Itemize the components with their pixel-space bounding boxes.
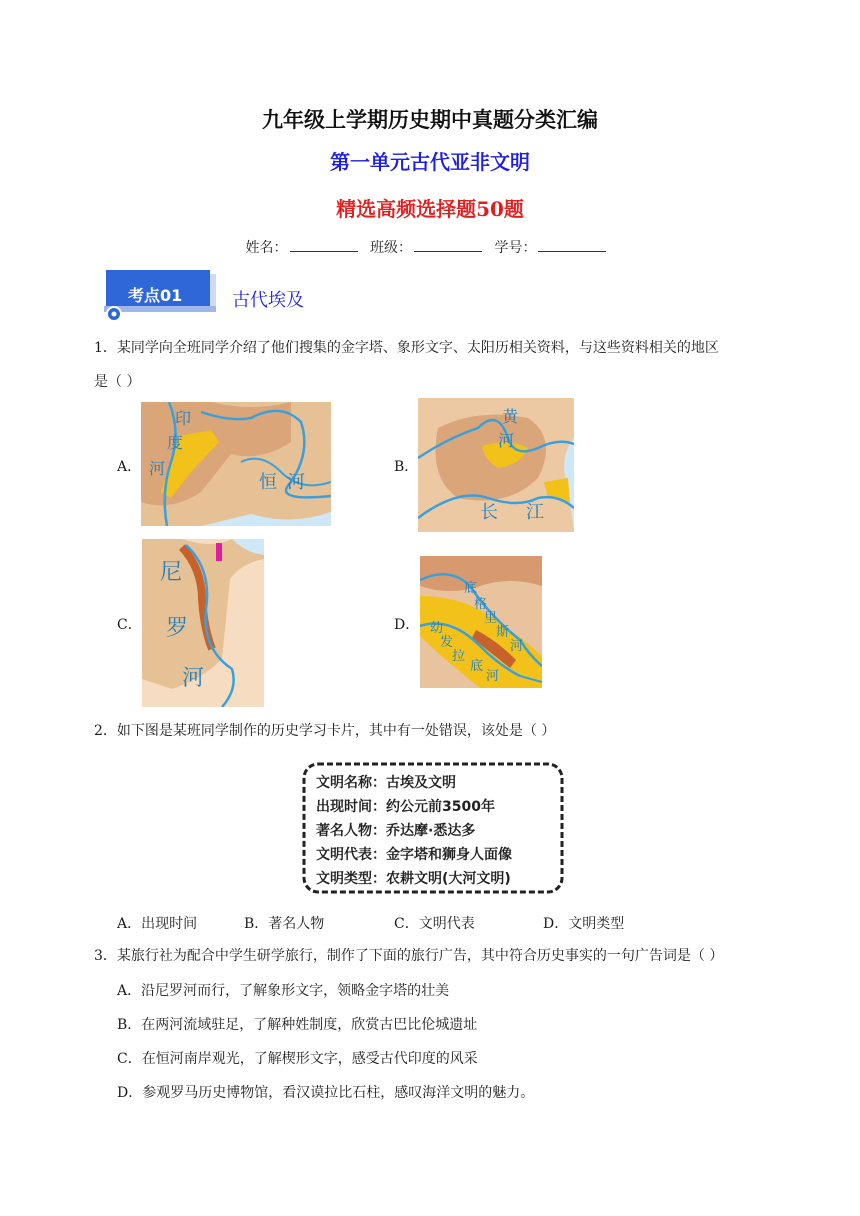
yellow-yangtze-map[interactable] — [418, 398, 574, 532]
q1-option-b-letter[interactable]: B． — [394, 459, 419, 475]
map-label: 度 — [167, 433, 184, 452]
q1-stem-line2: 是（ ） — [94, 374, 141, 390]
map-label: 幼 — [430, 621, 444, 636]
map-label: 河 — [149, 459, 166, 478]
mesopotamia-map[interactable] — [420, 556, 542, 688]
id-label: 学号： — [494, 240, 537, 256]
card-line: 出现时间：约公元前3500年 — [316, 799, 495, 815]
q3-option-b[interactable]: B．在两河流域驻足，了解种姓制度，欣赏古巴比伦城遗址 — [117, 1017, 478, 1033]
document-title: 九年级上学期历史期中真题分类汇编 — [262, 107, 598, 132]
q2-option-a[interactable]: A．出现时间 — [117, 916, 198, 932]
card-line: 文明名称：古埃及文明 — [316, 775, 456, 791]
q1-stem-line1: 1．某同学向全班同学介绍了他们搜集的金字塔、象形文字、太阳历相关资料，与这些资料相关的地区 — [94, 340, 719, 356]
class-blank[interactable] — [414, 239, 482, 252]
map-label: 恒 — [259, 472, 277, 493]
id-blank[interactable] — [538, 239, 606, 252]
q2-stem: 2．如下图是某班同学制作的历史学习卡片，其中有一处错误，该处是（ ） — [94, 723, 556, 739]
name-blank[interactable] — [290, 239, 358, 252]
q3-option-a[interactable]: A．沿尼罗河而行，了解象形文字，领略金字塔的壮美 — [117, 983, 450, 999]
q1-option-d-letter[interactable]: D． — [394, 617, 420, 633]
map-label: 发 — [440, 635, 454, 650]
map-label: 印 — [175, 409, 192, 428]
section-title: 古代埃及 — [232, 290, 304, 311]
map-label: 拉 — [452, 649, 466, 664]
q1-option-a-letter[interactable]: A． — [117, 459, 142, 475]
q3-stem: 3．某旅行社为配合中学生研学旅行，制作了下面的旅行广告，其中符合历史事实的一句广告词是（ ） — [94, 948, 724, 964]
map-label: 斯 — [496, 625, 510, 640]
class-label: 班级： — [370, 240, 412, 256]
nile-map[interactable] — [142, 539, 264, 707]
map-label: 格 — [474, 597, 488, 612]
q3-option-c[interactable]: C．在恒河南岸观光，了解楔形文字，感受古代印度的风采 — [117, 1051, 478, 1067]
map-label: 河 — [486, 669, 500, 684]
map-label: 底 — [470, 659, 484, 674]
q3-option-d[interactable]: D．参观罗马历史博物馆，看汉谟拉比石柱，感叹海洋文明的魅力。 — [117, 1085, 535, 1101]
map-label: 黄 — [502, 407, 519, 426]
card-line: 文明代表：金字塔和狮身人面像 — [316, 847, 512, 863]
card-line: 著名人物：乔达摩·悉达多 — [316, 823, 476, 839]
q1-option-c-letter[interactable]: C． — [117, 617, 142, 633]
unit-title: 第一单元古代亚非文明 — [330, 150, 530, 174]
name-label: 姓名： — [245, 240, 288, 256]
map-label: 底 — [464, 581, 478, 596]
q2-option-b[interactable]: B．著名人物 — [244, 916, 325, 932]
map-label: 江 — [526, 502, 544, 523]
section-badge-label: 考点01 — [128, 286, 183, 305]
map-label: 河 — [510, 639, 524, 654]
map-label: 尼 — [160, 560, 183, 585]
map-label: 罗 — [166, 616, 189, 641]
map-label: 河 — [182, 666, 205, 691]
subtitle: 精选高频选择题50题 — [336, 197, 524, 221]
card-line: 文明类型：农耕文明(大河文明) — [316, 871, 511, 887]
map-label: 河 — [498, 431, 515, 450]
q2-option-c[interactable]: C．文明代表 — [394, 916, 475, 932]
q2-option-d[interactable]: D．文明类型 — [543, 916, 625, 932]
map-label: 河 — [287, 472, 305, 493]
indus-ganges-map[interactable] — [141, 402, 331, 526]
map-label: 里 — [484, 611, 498, 626]
map-label: 长 — [480, 502, 498, 523]
student-info-line — [0, 237, 860, 257]
